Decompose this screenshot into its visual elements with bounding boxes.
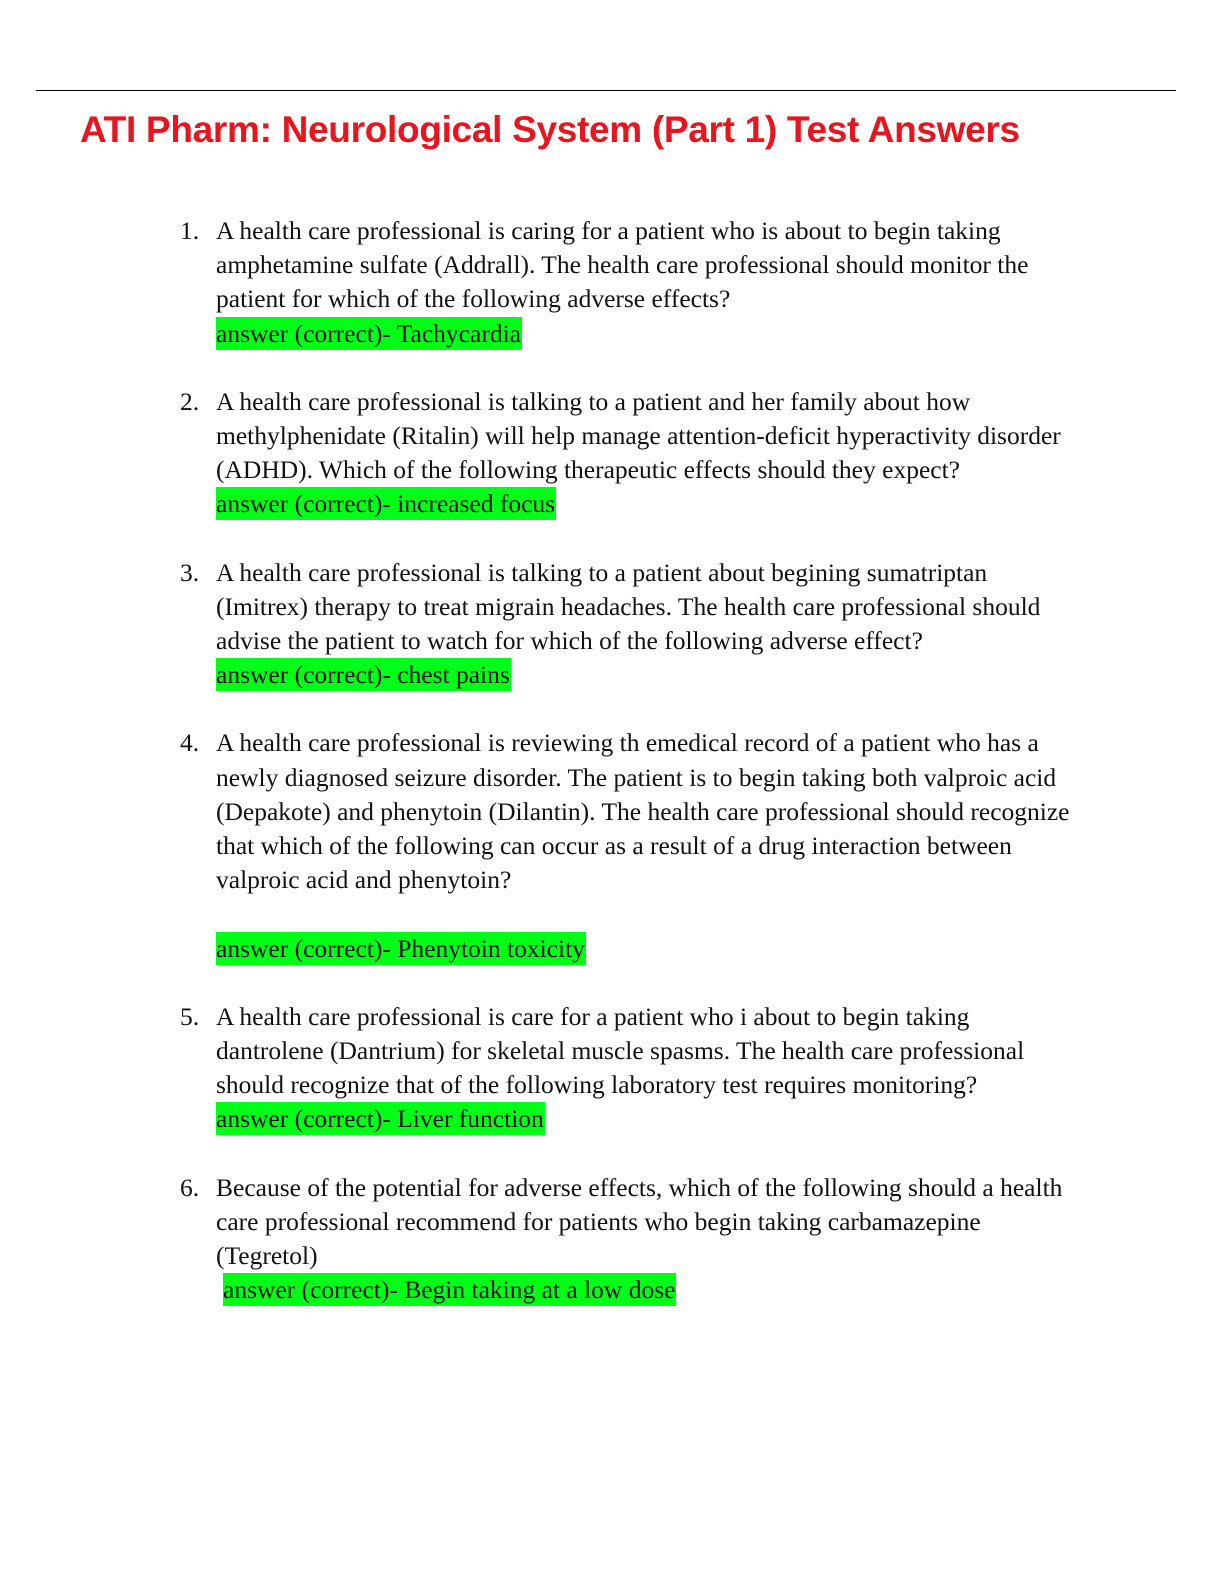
- question-item: [180, 556, 1070, 693]
- question-list: [180, 214, 1070, 1341]
- question-text: Because of the potential for adverse effects, which of the following should a health care professional recommend for patients who begin taking carbamazepine (Tegretol): [216, 1172, 1063, 1271]
- question-item: [180, 1000, 1070, 1137]
- question-number: 4.: [180, 728, 200, 758]
- question-number: 2.: [180, 386, 200, 416]
- answer-highlight: answer (correct)- chest pains: [216, 660, 510, 690]
- answer-highlight: answer (correct)- increased focus: [216, 489, 556, 519]
- question-number: 5.: [180, 1001, 200, 1031]
- question-number: 3.: [180, 557, 200, 587]
- question-body: [216, 556, 1070, 693]
- question-body: [216, 726, 1070, 965]
- question-text: A health care professional is care for a patient who i about to begin taking dantrolene (Dantrium) for skeletal muscle spasms. The health care professional should recognize that of the following laboratory test requires monitoring?: [216, 1001, 1025, 1100]
- question-item: [180, 385, 1070, 522]
- question-body: [216, 1171, 1070, 1308]
- answer-highlight: answer (correct)- Begin taking at a low dose: [223, 1275, 676, 1305]
- answer-highlight: answer (correct)- Liver function: [216, 1104, 544, 1134]
- question-item: [180, 214, 1070, 351]
- header-divider: [36, 90, 1176, 91]
- question-number: 6.: [180, 1172, 200, 1202]
- question-body: [216, 1000, 1070, 1137]
- question-item: [180, 726, 1070, 965]
- question-text: A health care professional is talking to a patient about begining sumatriptan (Imitrex) therapy to treat migrain headaches. The health care professional should advise the patient to watch for which of the following adverse effect?: [216, 557, 1041, 656]
- answer-highlight: answer (correct)- Tachycardia: [216, 318, 521, 348]
- question-number: 1.: [180, 216, 200, 245]
- question-item: [180, 1171, 1070, 1308]
- question-text: A health care professional is talking to a patient and her family about how methylphenidate (Ritalin) will help manage attention-deficit hyperactivity disorder (ADHD). Which of the following therapeutic effects should they expect?: [216, 386, 1061, 485]
- blank-line: [216, 897, 1070, 931]
- answer-highlight: answer (correct)- Phenytoin toxicity: [216, 933, 585, 963]
- question-text: A health care professional is caring for a patient who is about to begin taking amphetamine sulfate (Addrall). The health care professional should monitor the patient for which of the following adverse effects?: [216, 216, 1029, 314]
- question-body: [216, 385, 1070, 522]
- document-title: ATI Pharm: Neurological System (Part 1) Test Answers: [80, 109, 1020, 150]
- question-body: [216, 214, 1070, 351]
- question-text: A health care professional is reviewing th emedical record of a patient who has a newly diagnosed seizure disorder. The patient is to begin taking both valproic acid (Depakote) and phenytoin (Dilantin). The health care professional should recognize that which of the following can occur as a result of a drug interaction between valproic acid and phenytoin?: [216, 728, 1070, 895]
